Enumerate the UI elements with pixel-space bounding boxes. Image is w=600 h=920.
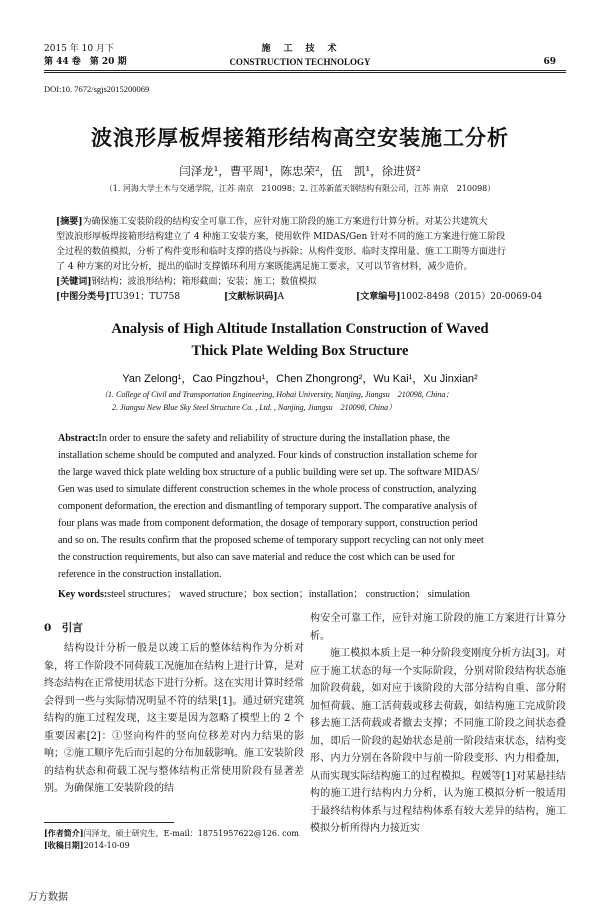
footnote-author-text: 闫泽龙，硕士研究生，E-mail：18751957622@126. com — [83, 829, 299, 838]
affiliation-cn: （1. 河海大学土木与交通学院，江苏 南京 210098；2. 江苏新蓝天钢结构有限公司，江苏 南京 210098） — [104, 184, 496, 193]
abstract-cn — [56, 215, 556, 305]
abstract-cn-line: 了 4 种方案的对比分析，提出的临时支撑循环利用方案既能满足施工要求，又可以节省材料，减少造价。 — [56, 262, 473, 272]
keywords-en-label: Key words: — [58, 589, 108, 600]
clc-label: [中图分类号] — [56, 292, 110, 302]
footnote-received-label: [收稿日期] — [44, 840, 84, 850]
paragraph: 结构设计分析一般是以竣工后的整体结构作为分析对象，将工作阶段不同荷载工况施加在结构上进行计算，是对终态结构在正常使用状态下进行分析。这在实用计算时经常会得到一些与实际情况明显不符的结果[1]。通过研究建筑结构的施工过程发现，这主要是因为忽略了模型上的 2 个重要因素[2]：①竖向构件的竖向位移差对内力结果的影响；②施工顺序先后而引起的分布加载影响。施工安装阶段的结构状态和荷载工况与整体结构正常使用阶段有显著差别。为确保施工安装阶段的结 — [44, 643, 304, 794]
issue-volume: 第 44 卷 第 20 期 — [44, 57, 127, 67]
abstract-cn-line — [56, 215, 556, 230]
abstract-en-line: installation scheme should be computed and analyzed. Four kinds of construction installation scheme for — [58, 450, 478, 461]
article-number — [356, 290, 542, 305]
keywords-en-text: steel structures； waved structure；box section；installation； construction； simulation — [107, 589, 470, 600]
issue-date: 2015 年 10 月下 — [44, 44, 114, 54]
abstract-cn-line: 型波浪形厚板焊接箱形结构建立了 4 种施工安装方案，使用软件 MIDAS/Gen 针对不同的施工方案进行施工阶段 — [56, 232, 506, 242]
abstract-en-label: Abstract: — [58, 433, 99, 444]
right-column — [310, 610, 566, 838]
paper-title-en-line2: Thick Plate Welding Box Structure — [191, 343, 409, 359]
paragraph: 施工模拟本质上是一种分阶段变刚度分析方法[3]。对应于施工状态的每一个实际阶段，分别对阶段结构状态施加阶段荷载，如对应于该阶段的大部分结构自重、部分附加恒荷载、施工活荷载或移去荷载，如结构施工完成阶段移去施工活荷载或者撤去支撑；不同施工阶段之间状态叠加，即后一阶段的起始状态是前一阶段结束状态，结构变形、内力分别在各阶段中与前一阶段变形、内力相叠加，从而实现实际结构施工的过程模拟。程媛等[1]对某悬挂结构的施工进行结构内力分析，认为施工模拟分析一般适用于最终结构体系与过程结构体系有较大差异的结构，施工模拟分析所得内力接近实 — [310, 648, 566, 834]
journal-name-cn: 施 工 技 术 — [261, 44, 339, 54]
article-number-value: 1002-8498（2015）20-0069-04 — [400, 292, 543, 302]
keywords-cn-label: [关键词] — [56, 277, 92, 287]
abstract-en-line — [58, 430, 558, 447]
keywords-cn-text: 钢结构；波浪形结构；箱形截面；安装；施工；数值模拟 — [91, 277, 317, 287]
doc-code-label: [文献标识码] — [224, 292, 278, 302]
header-rule — [44, 70, 566, 71]
footnote-received-text: 2014-10-09 — [83, 841, 130, 850]
journal-name-en: CONSTRUCTION TECHNOLOGY — [229, 57, 371, 67]
footnote-author-label: [作者简介] — [44, 828, 84, 838]
clc-value: TU391；TU758 — [109, 292, 181, 302]
paper-title-cn: 波浪形厚板焊接箱形结构高空安装施工分析 — [91, 125, 509, 150]
doc-code-value: A — [277, 292, 285, 302]
abstract-en-line: the large waved thick plate welding box structure of a public building were set up. The software MIDAS/ — [58, 467, 480, 478]
affiliation-en-1: （1. College of Civil and Transportation Engineering, Hohai University, Nanjing, Jiangsu 210098, China； — [100, 390, 454, 399]
page-number: 69 — [543, 57, 556, 67]
left-column — [44, 640, 304, 798]
doc-code — [224, 290, 284, 305]
abstract-en-line: reference in the construction installation. — [58, 569, 222, 580]
classification-line — [56, 290, 556, 305]
footnote-received — [44, 840, 130, 851]
abstract-en-line: component deformation, the erection and dismantling of temporary support. The comparative analysis of — [58, 501, 478, 512]
abstract-cn-text: 为确保施工安装阶段的结构安全可靠工作，应针对施工阶段的施工方案进行计算分析。对某公共建筑大 — [82, 217, 488, 227]
abstract-en-line: and so on. The results confirm that the proposed scheme of temporary support recycling can not only meet — [58, 535, 484, 546]
keywords-cn — [56, 275, 556, 290]
abstract-cn-line: 全过程的数值模拟，分析了构件变形和临时支撑的搭设与拆除；从构件变形、临时支撑用量、施工工期等方面进行 — [56, 247, 507, 257]
abstract-en-text: In order to ensure the safety and reliability of structure during the installation phase, the — [98, 433, 450, 444]
section-heading: 0 引言 — [44, 622, 83, 634]
paper-title-en-line1: Analysis of High Altitude Installation Construction of Waved — [111, 321, 489, 337]
abstract-en-line: four plans was made from component deformation, the dosage of temporary support, construction period — [58, 518, 478, 529]
clc — [56, 290, 180, 305]
header-rule-2 — [44, 72, 566, 73]
abstract-en-line: Gen was used to simulate different construction schemes in the whole process of construction, analyzing — [58, 484, 477, 495]
paragraph: 构安全可靠工作，应针对施工阶段的施工方案进行计算分析。 — [310, 613, 566, 642]
footnote-author — [44, 828, 299, 839]
abstract-cn-label: [摘要] — [56, 217, 83, 227]
doi: DOI:10. 7672/sgjs2015200069 — [44, 84, 150, 94]
watermark: 万方数据 — [28, 892, 68, 903]
affiliation-en-2: 2. Jiangsu New Blue Sky Steel Structure Co. , Ltd. , Nanjing, Jiangsu 210098, China） — [112, 403, 397, 412]
abstract-en-line: the construction requirements, but also can save material and reduce the cost which can be used for — [58, 552, 455, 563]
authors-en: Yan Zelong¹，Cao Pingzhou¹，Chen Zhongrong²，Wu Kai¹，Xu Jinxian² — [122, 373, 478, 385]
article-number-label: [文章编号] — [356, 292, 401, 302]
keywords-en — [58, 586, 558, 603]
authors-cn: 闫泽龙¹，曹平周¹，陈忠荣²，伍 凯¹，徐进贤² — [179, 164, 421, 178]
footnote-rule — [44, 822, 174, 823]
abstract-en — [58, 430, 558, 603]
